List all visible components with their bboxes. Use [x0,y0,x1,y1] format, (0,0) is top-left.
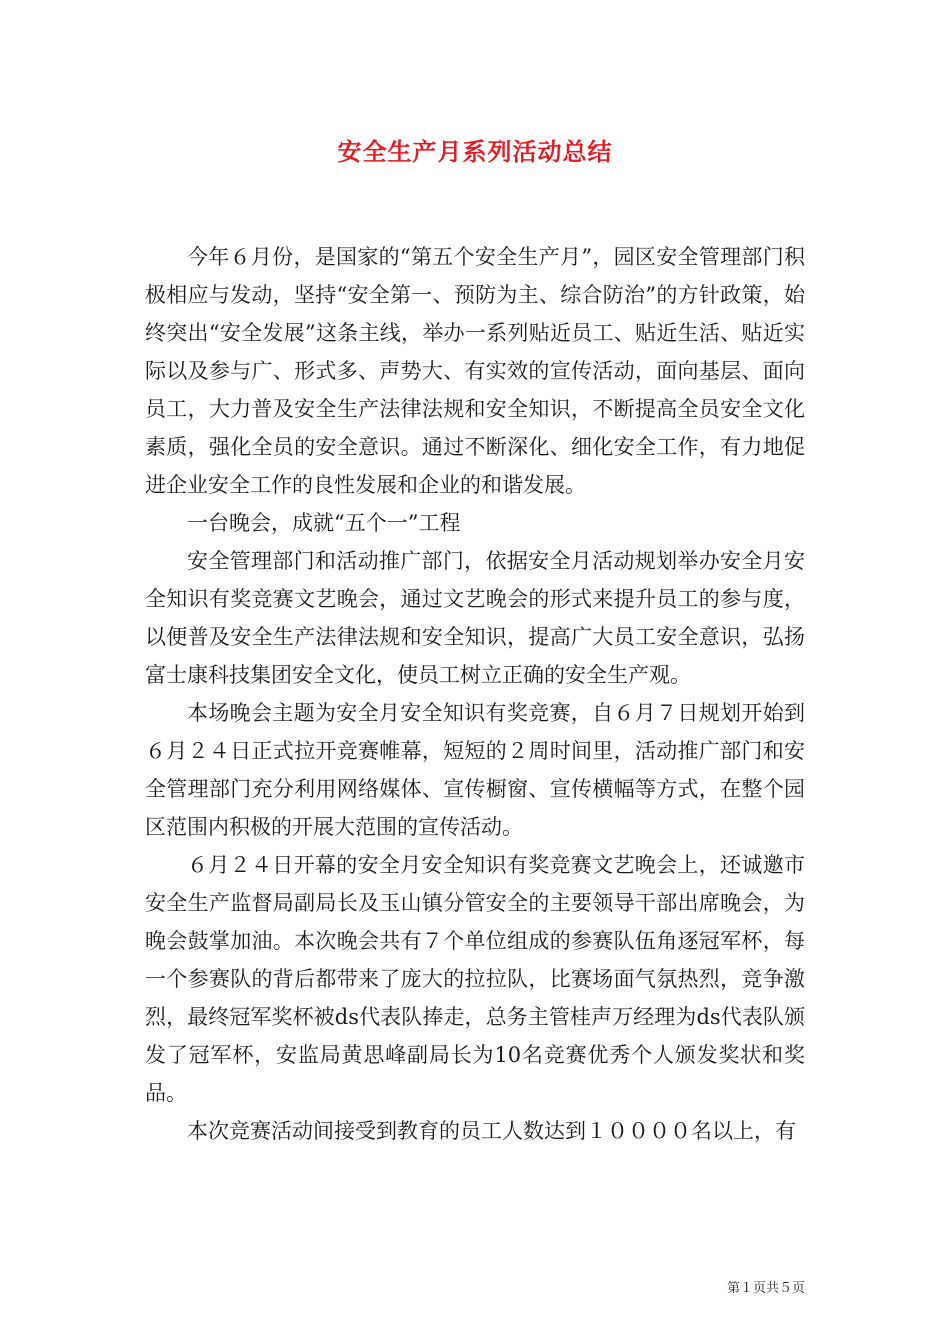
paragraph-evening-event: 安全管理部门和活动推广部门，依据安全月活动规划举办安全月安全知识有奖竞赛文艺晚会，通过文艺晚会的形式来提升员工的参与度，以便普及安全生产法律法规和安全知识，提高广大员工安全意识，弘扬富士康科技集团安全文化，使员工树立正确的安全生产观。 [145,549,805,687]
section-heading: 一台晚会，成就“五个一”工程 [187,511,461,535]
paragraph-opening: ６月２４日开幕的安全月安全知识有奖竞赛文艺晚会上，还诚邀市安全生产监督局副局长及玉山镇分管安全的主要领导干部出席晚会，为晚会鼓掌加油。本次晚会共有７个单位组成的参赛队伍角逐冠军杯，每一个参赛队的背后都带来了庞大的拉拉队，比赛场面气氛热烈，竞争激烈，最终冠军奖杯被ds代表队捧走，总务主管桂声万经理为ds代表队颁发了冠军杯，安监局黄思峰副局长为10名竞赛优秀个人颁发奖状和奖品。 [145,853,805,1105]
paragraph-theme: 本场晚会主题为安全月安全知识有奖竞赛，自６月７日规划开始到６月２４日正式拉开竞赛帷幕，短短的２周时间里，活动推广部门和安全管理部门充分利用网络媒体、宣传橱窗、宣传横幅等方式，在整个园区范围内积极的开展大范围的宣传活动。 [145,701,805,839]
paragraph-intro: 今年６月份，是国家的“第五个安全生产月”，园区安全管理部门积极相应与发动，坚持“安全第一、预防为主、综合防治”的方针政策，始终突出“安全发展”这条主线，举办一系列贴近员工、贴近生活、贴近实际以及参与广、形式多、声势大、有实效的宣传活动，面向基层、面向员工，大力普及安全生产法律法规和安全知识，不断提高全员安全文化素质，强化全员的安全意识。通过不断深化、细化安全工作，有力地促进企业安全工作的良性发展和企业的和谐发展。 [145,245,805,497]
page-title: 安全生产月系列活动总结 [337,137,613,166]
document-body [145,238,805,1150]
paragraph-impact: 本次竞赛活动间接受到教育的员工人数达到１００００名以上，有 [187,1119,796,1143]
page-number: 第１页共５页 [726,1281,805,1296]
